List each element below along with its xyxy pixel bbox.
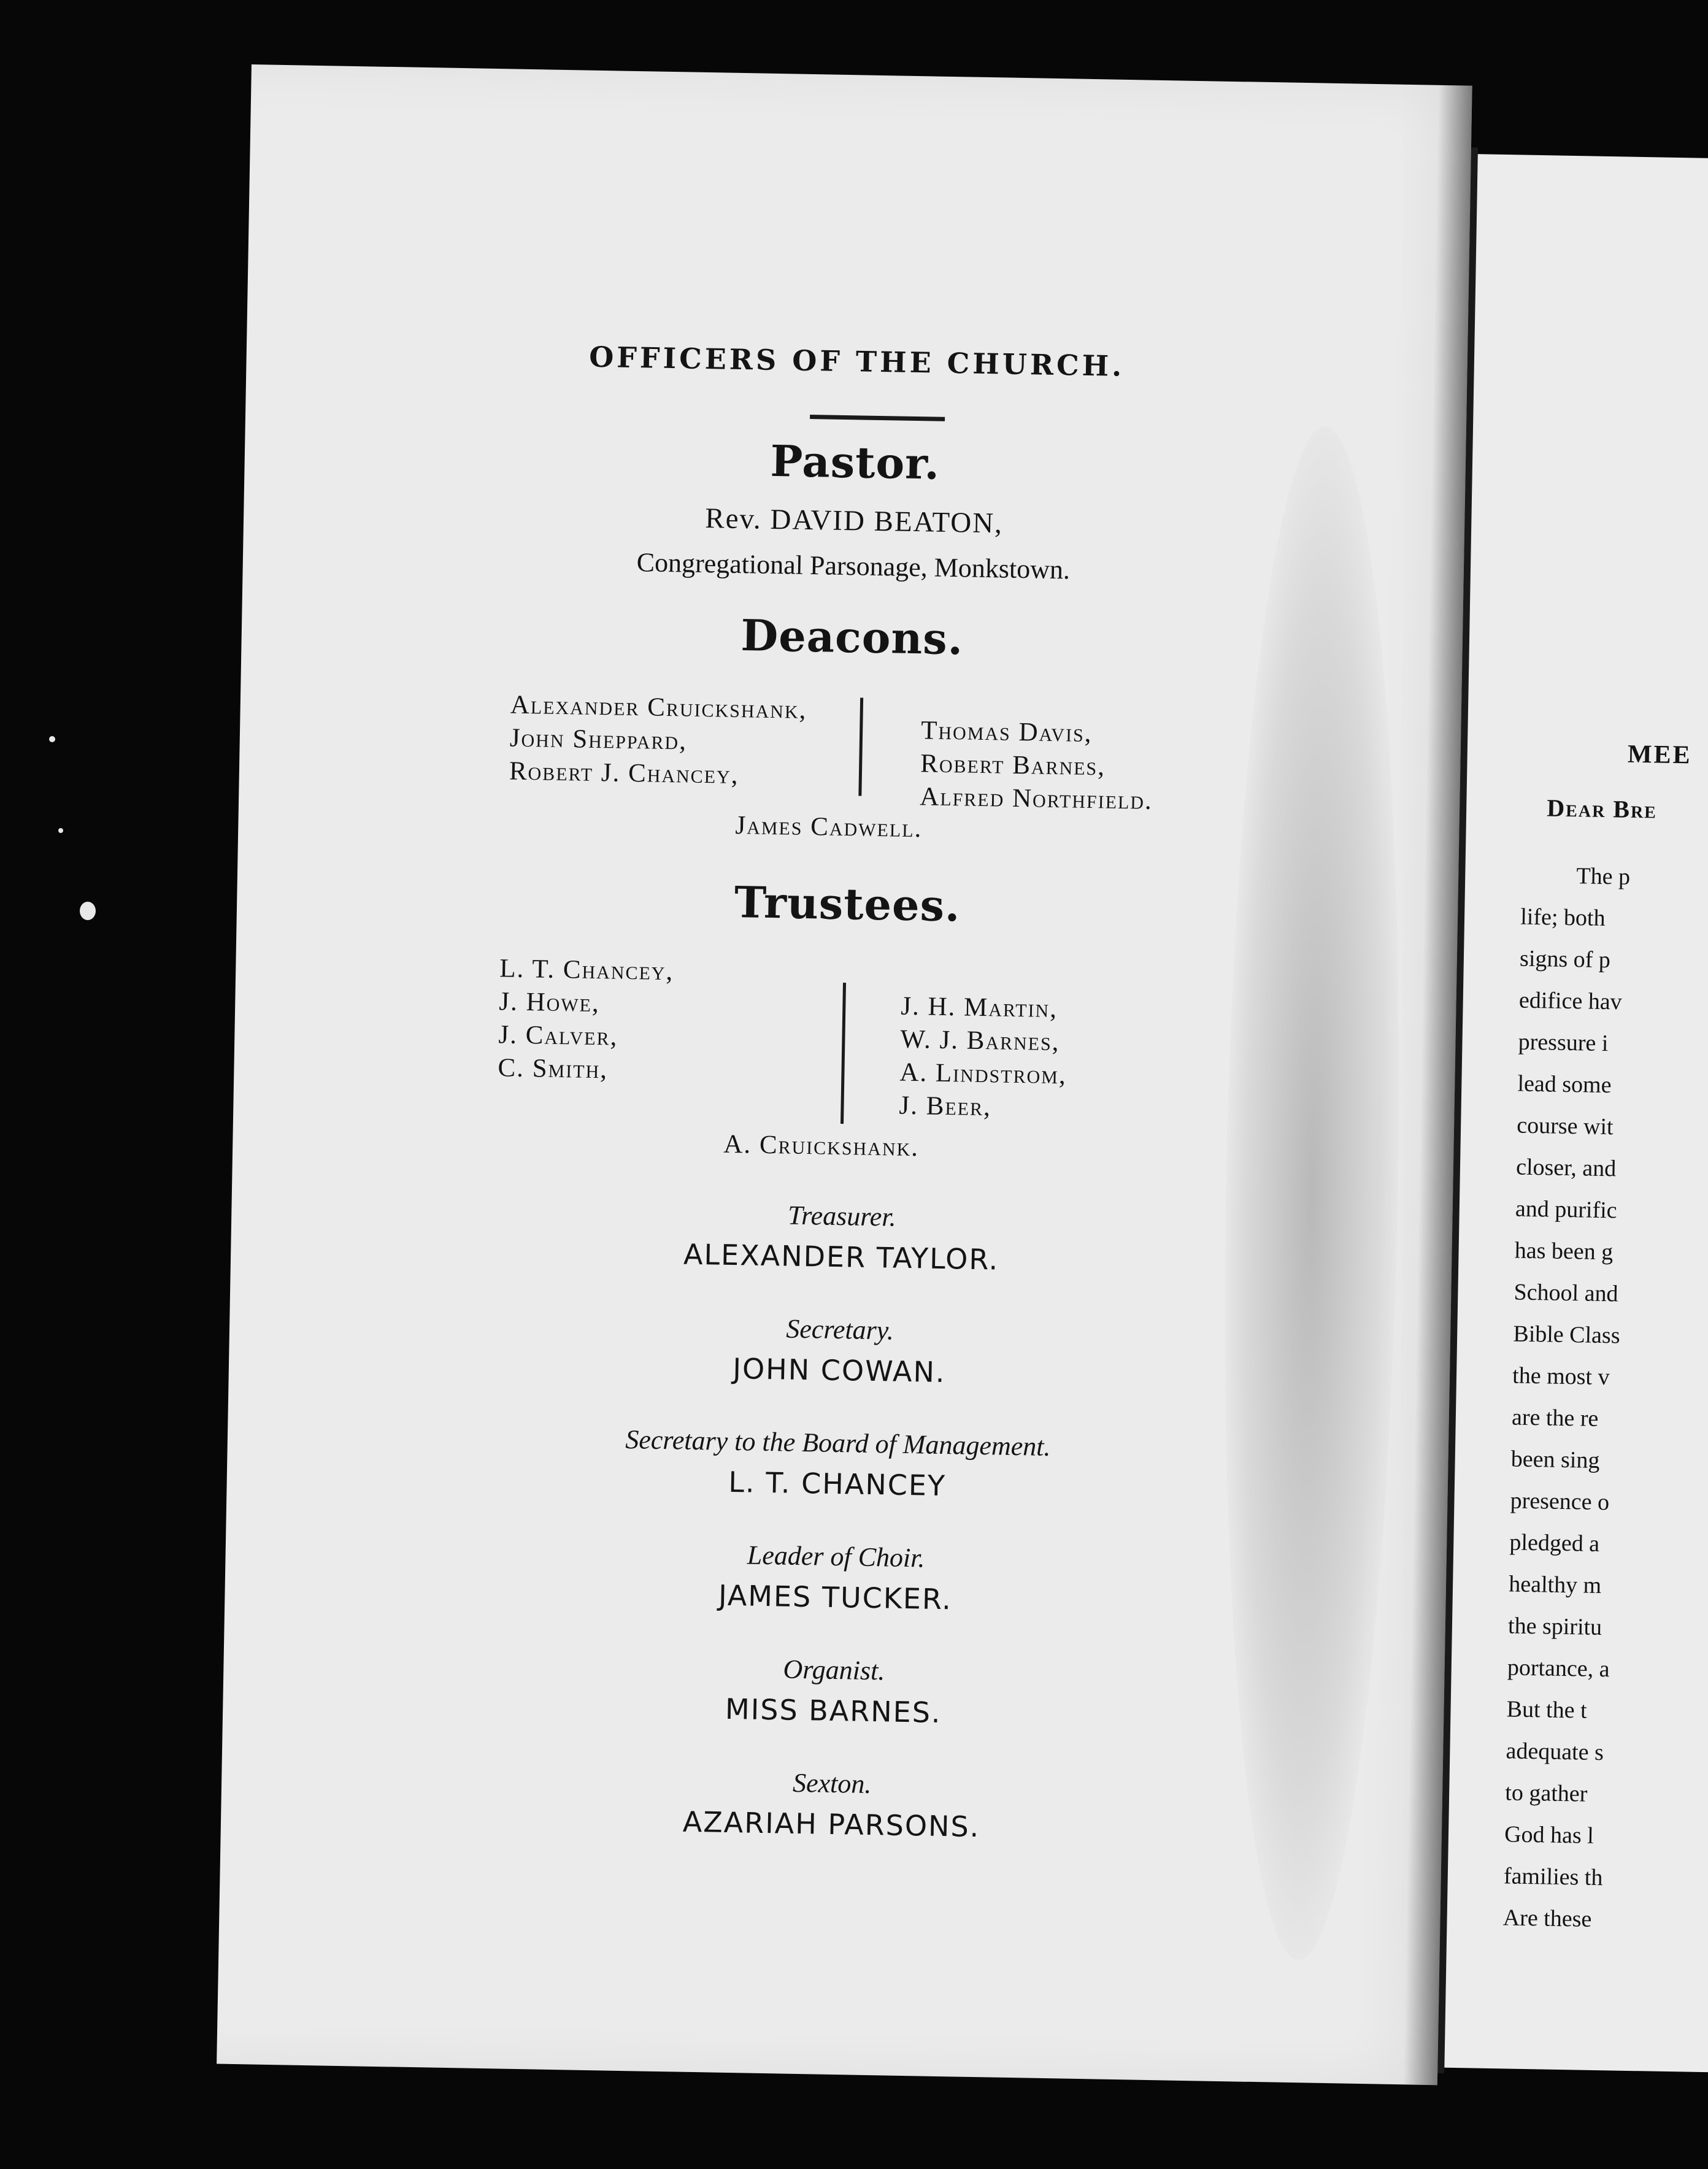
body-line: edifice hav [1518,987,1623,1015]
trustee-name: J. Calver, [498,1020,618,1051]
body-line: closer, and [1515,1154,1617,1182]
dust-speck [58,828,63,833]
left-page [217,64,1472,2085]
organist-label: Organist. [783,1654,885,1686]
pastor-heading: Pastor. [769,435,941,489]
trustees-bottom [723,1128,920,1165]
body-line: But the t [1506,1696,1587,1724]
body-line: has been g [1514,1237,1614,1265]
body-line: been sing [1510,1446,1600,1473]
trustee-name: J. H. Martin, [900,991,1058,1024]
body-line: the spiritu [1507,1613,1602,1641]
treasurer-name: ALEXANDER TAYLOR. [683,1237,999,1276]
trustee-name: L. T. Chancey, [499,954,674,986]
body-line: pressure i [1518,1029,1609,1057]
sexton-label: Sexton. [792,1767,872,1800]
body-line: The p [1576,863,1631,890]
pastor-address: Congregational Parsonage, Monkstown. [636,547,1071,585]
trustees-left-column [498,952,674,1088]
officers-list [217,64,1472,2085]
body-line: to gather [1505,1779,1588,1807]
body-line: life; both [1520,904,1606,932]
secretary-label: Secretary. [785,1313,894,1346]
trustee-name: J. Beer, [899,1091,992,1122]
sexton-name: AZARIAH PARSONS. [682,1805,980,1844]
title-rule [810,415,945,421]
body-line: presence o [1510,1488,1610,1516]
body-line: families th [1503,1863,1603,1891]
body-line: Are these [1502,1905,1592,1932]
board-secretary-label: Secretary to the Board of Management. [625,1424,1051,1462]
body-line: signs of p [1519,945,1611,973]
body-line: are the re [1511,1404,1599,1432]
deacon-name: Thomas Davis, [920,716,1093,748]
deacons-right-column [920,714,1154,818]
body-line: the most v [1512,1362,1610,1391]
organist-name: MISS BARNES. [725,1692,942,1730]
trustee-name: A. Lindstrom, [899,1058,1068,1090]
body-line: portance, a [1507,1654,1610,1683]
body-line: pledged a [1509,1529,1600,1557]
right-page-body [1502,854,1630,1941]
body-line: lead some [1517,1070,1612,1099]
body-line: School and [1514,1279,1618,1307]
body-line: adequate s [1506,1738,1604,1766]
body-line: course wit [1516,1112,1614,1140]
dust-speck [49,736,55,742]
dust-speck [80,902,96,920]
deacons-left-column [509,689,807,793]
choir-leader-name: JAMES TUCKER. [718,1578,953,1616]
page-title: OFFICERS OF THE CHURCH. [588,340,1125,383]
body-line: healthy m [1508,1571,1602,1599]
right-page-heading: MEE [1627,740,1693,770]
choir-leader-label: Leader of Choir. [747,1540,925,1573]
board-secretary-name: L. T. CHANCEY [728,1465,947,1503]
deacon-name: Alexander Cruickshank, [510,690,807,724]
trustees-right-column [899,990,1068,1126]
trustees-divider [841,983,846,1124]
trustees-heading: Trustees. [734,876,961,932]
deacons-bottom [735,809,923,845]
deacon-name: James Cadwell. [735,810,923,843]
secretary-name: JOHN COWAN. [732,1352,947,1389]
right-page-salutation: Dear Bre [1547,794,1658,824]
deacon-name: John Sheppard, [509,723,688,756]
deacon-name: Robert Barnes, [920,749,1106,781]
deacon-name: Alfred Northfield. [919,782,1153,815]
body-line: Bible Class [1513,1321,1620,1349]
treasurer-label: Treasurer. [787,1200,897,1232]
deacons-divider [858,697,863,796]
trustee-name: J. Howe, [498,987,601,1018]
trustee-name: C. Smith, [498,1053,609,1084]
body-line: God has l [1504,1821,1595,1849]
trustee-name: W. J. Barnes, [900,1024,1060,1057]
pastor-name: Rev. DAVID BEATON, [704,502,1004,540]
deacons-heading: Deacons. [740,610,964,665]
body-line: and purific [1515,1196,1617,1224]
trustee-name: A. Cruickshank. [723,1129,920,1162]
deacon-name: Robert J. Chancey, [509,756,739,790]
